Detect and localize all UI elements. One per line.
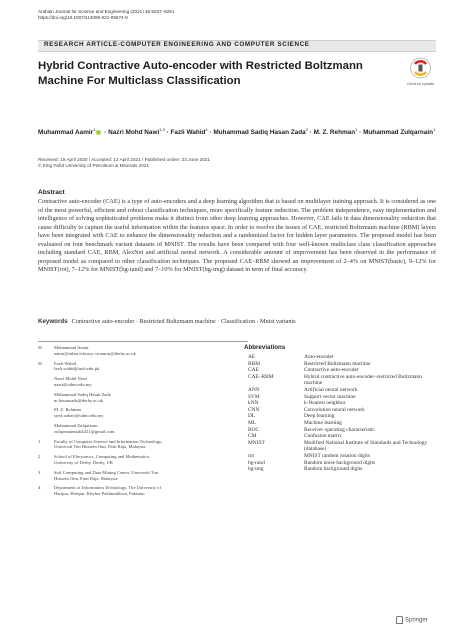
affiliation-footnote-symbol: 1	[38, 438, 41, 444]
author-name[interactable]: Muhammad Sadiq Hasan Zada	[213, 129, 306, 137]
abbreviation-code: CAE	[248, 367, 259, 374]
abbreviation-code: bg-rand	[248, 459, 265, 466]
affiliation-footnote-line: Haripur, Haripur, Khyber Pakhtunkhwa, Pakistan	[54, 491, 145, 497]
abbreviation-code: bg-img	[248, 466, 264, 473]
contact-footnote	[38, 345, 250, 357]
affiliation-footnote-line: Department of Information Technology, The University of	[54, 485, 162, 491]
contact-footnote-line: Muhammad Aamir	[54, 345, 89, 350]
contact-footnote-line: Fazli Wahid	[54, 360, 77, 366]
abbreviation-definition: MNIST random rotation digits	[304, 452, 370, 459]
keywords-label: Keywords	[38, 318, 68, 325]
abbreviation-row	[244, 453, 440, 460]
affiliation-footnote-line: Hussein Onn, Parit Raja, Malaysia	[54, 475, 118, 481]
footnotes	[38, 345, 250, 501]
copyright-line: © King Fahd University of Petroleum & Minerals 2021	[38, 163, 150, 169]
contact-footnote	[38, 376, 250, 388]
abbreviation-row	[244, 400, 440, 407]
abbreviation-row	[244, 394, 440, 401]
abbreviation-definition: Modified National Institute of Standards and Technology (database)	[304, 439, 428, 453]
affiliation-footnote-symbol: 3	[38, 469, 41, 475]
author-affiliation-marker: 1,3	[159, 127, 165, 132]
check-for-updates-label: Check for updates	[406, 82, 435, 86]
abbreviation-row	[244, 413, 440, 420]
affiliation-footnote-line: Soft Computing and Data Mining Center, Universiti Tun	[54, 469, 158, 475]
author-separator: ·	[102, 129, 109, 137]
affiliation-footnote-line: University of Derby, Derby, UK	[54, 459, 114, 465]
contact-footnote	[38, 361, 250, 373]
abbreviation-code: ML	[248, 419, 257, 426]
abbreviation-code: MNIST	[248, 439, 265, 446]
author-name[interactable]: M. Z. Rehman	[313, 129, 356, 137]
contact-footnote-symbol	[38, 392, 54, 404]
journal-citation: Arabian Journal for Science and Engineering (2021) 46:9237–9251	[38, 9, 175, 14]
footnote-divider	[38, 341, 248, 342]
contact-footnote-symbol	[38, 407, 54, 419]
received-accepted-line: Received: 19 April 2020 / Accepted: 13 April 2021 / Published online: 23 June 2021	[38, 157, 210, 162]
abbreviation-definition: Contractive auto-encoder	[304, 367, 359, 374]
abbreviation-row	[244, 367, 440, 374]
author-name[interactable]: Muhammad Zulqarnain	[363, 129, 434, 137]
abbreviation-code: CAE–RBM	[248, 373, 274, 380]
affiliation-footnote	[38, 454, 250, 466]
abbreviation-definition: Support vector machine	[304, 393, 356, 400]
abbreviation-row	[244, 354, 440, 361]
section-label: RESEARCH ARTICLE-COMPUTER ENGINEERING AND COMPUTER SCIENCE	[44, 41, 310, 48]
abbreviation-definition: Random background digits	[304, 466, 363, 473]
author-affiliation-marker: 1	[93, 127, 96, 132]
abbreviation-row	[244, 361, 440, 368]
journal-header	[38, 9, 174, 21]
abbreviation-row	[244, 460, 440, 467]
abstract-body: Contractive auto-encoder (CAE) is a type of auto-encoders and a deep learning algorithm that is based on multilayer training approach. It is considered as one of the most powerful, efficient and robust classification techniques, more specifically feature reduction. The problem independence, easy implementation and intelligence of solving sophisticated problems make it distinct from other deep learning approaches. However, CAE fails in data dimensionality reduction that cause difficulty to capture the useful information within the features space. In order to resolve the issues of CAE, restricted Boltzmann machine (RBM) layers have been integrated with CAE to enhance the dimensionality reduction and a randomized factor for hidden layer parameters. The proposed model has been evaluated on four benchmark variant datasets of MNIST. The results have been compared with four well-known multiclass class classification approaches including standard CAE, RBM, AlexNet and artificial neural network. A considerable amount of improvement has been observed in the performance of proposed model as compared to other classification techniques. The proposed CAE–RBM showed an improvement of 2–4% on MNIST(basic), 9–12% for MNIST(rot), 7–12% for MNIST(bg-rand) and 7–10% for MNIST(bg-img) dataset in term of final accuracy.	[38, 198, 436, 273]
author-separator: ·	[357, 129, 364, 137]
author-separator: ·	[207, 129, 214, 137]
keywords	[38, 318, 436, 325]
affiliation-footnote-line: School of Electronics, Computing and Mathematics,	[54, 454, 151, 460]
abbreviations-table	[244, 344, 440, 473]
abbreviations-heading: Abbreviations	[244, 344, 286, 351]
contact-footnote-line: zulqarnainmalik321@gmail.com	[54, 428, 115, 434]
contact-footnote-line: Muhammad Zulqarnain	[54, 422, 98, 428]
abbreviation-definition: Auto-encoder	[304, 354, 334, 360]
contact-footnote-symbol	[38, 376, 54, 388]
affiliation-footnote-line: Universiti Tun Hussein Onn, Parit Raja, Malaysia	[54, 444, 146, 450]
author-affiliation-marker: 2	[305, 127, 308, 132]
abbreviation-code: SVM	[248, 393, 260, 400]
author-name[interactable]: Nazri Mohd Nawi	[108, 129, 160, 137]
abbreviation-row	[244, 466, 440, 473]
paper-title: Hybrid Contractive Auto-encoder with Restricted Boltzmann Machine For Multiclass Classification	[38, 60, 363, 87]
contact-footnote	[38, 423, 250, 435]
author-separator: ·	[307, 129, 314, 137]
abbreviation-definition: Confusion matrix	[304, 433, 342, 440]
abbreviation-code: AE	[248, 354, 256, 360]
affiliation-footnote-symbol: 2	[38, 454, 41, 460]
abbreviations-rows	[244, 354, 440, 473]
contact-footnote-symbol: ✉	[38, 345, 42, 350]
author-name[interactable]: Fazli Wahid	[170, 129, 206, 137]
abbreviation-row	[244, 407, 440, 414]
contact-footnote-line: m.hasanzada@derby.ac.uk	[54, 397, 103, 403]
affiliation-footnote-symbol: 4	[38, 485, 41, 491]
abbreviation-code: CM	[248, 433, 257, 440]
doi-link[interactable]: https://doi.org/10.1007/s13369-021-05674-9	[38, 15, 128, 20]
abbreviation-definition: Machine learning	[304, 419, 342, 426]
abbreviation-code: ANN	[248, 386, 260, 393]
abbreviation-row	[244, 387, 440, 394]
contact-footnote	[38, 392, 250, 404]
contact-footnote-symbol: ✉	[38, 360, 42, 366]
author-separator: ·	[164, 129, 171, 137]
affiliation-footnote	[38, 470, 250, 482]
contact-footnote-symbol	[38, 423, 54, 435]
contact-footnote-line: Muhammad Sadiq Hasan Zada	[54, 391, 111, 397]
abbreviation-row	[244, 420, 440, 427]
springer-horse-icon	[396, 616, 403, 624]
author-affiliation-marker: 4	[205, 127, 208, 132]
abbreviation-code: kNN	[248, 400, 259, 407]
contact-footnote-line: syed.zubair@uthm.edu.my	[54, 413, 104, 419]
abstract-heading: Abstract	[38, 189, 65, 196]
abbreviation-code: RBM	[248, 360, 260, 367]
abbreviation-code: ROC	[248, 426, 260, 433]
orcid-icon[interactable]	[96, 130, 101, 135]
contact-footnote-line: M. Z. Rehman	[54, 407, 81, 413]
author-name[interactable]: Muhammad Aamir	[38, 129, 94, 137]
abbreviation-definition: Artificial neural network	[304, 386, 358, 393]
contact-footnote	[38, 407, 250, 419]
abbreviation-definition: Receiver operating characteristic	[304, 426, 375, 433]
author-affiliation-marker: 1	[355, 127, 358, 132]
author-affiliation-marker: 1	[433, 127, 436, 132]
abbreviation-definition: Random noise background digits	[304, 459, 376, 466]
affiliation-footnote	[38, 485, 250, 497]
affiliation-footnote-line: Faculty of Computer Science and Information Technology,	[54, 438, 163, 444]
check-for-updates-icon[interactable]	[404, 55, 437, 81]
abbreviation-row	[244, 374, 440, 387]
abbreviation-row	[244, 440, 440, 453]
contact-footnote-line: aamir@uthm.edu.my; m.aamir@derby.ac.uk	[54, 350, 136, 356]
abbreviation-code: DL	[248, 413, 256, 420]
abbreviation-definition: Convolution neural network	[304, 406, 365, 413]
abbreviation-code: CNN	[248, 406, 260, 413]
author-list	[38, 125, 438, 138]
abbreviation-definition: Hybrid contractive auto-encoder–restricted Boltzmann machine	[304, 373, 422, 387]
publication-dates	[38, 157, 210, 169]
abbreviation-definition: k-Nearest neighbor	[304, 400, 346, 407]
affiliation-footnote	[38, 439, 250, 451]
abbreviation-definition: Restricted Boltzmann machine	[304, 360, 371, 367]
abbreviation-code: rot	[248, 452, 254, 459]
publisher-name: Springer	[405, 617, 428, 624]
contact-footnote-line: nazri@uthm.edu.my	[54, 381, 92, 387]
contact-footnote-line: Nazri Mohd Nawi	[54, 376, 88, 382]
abbreviation-definition: Deep learning	[304, 413, 335, 420]
abbreviation-row	[244, 433, 440, 440]
keywords-text: Contractive auto-encoder · Restricted Boltzmann machine · Classification · Mnist variants	[71, 318, 296, 325]
publisher-logo	[396, 616, 428, 624]
contact-footnote-line: fazli.wahid@uoh.edu.pk	[54, 366, 100, 372]
abbreviation-row	[244, 427, 440, 434]
